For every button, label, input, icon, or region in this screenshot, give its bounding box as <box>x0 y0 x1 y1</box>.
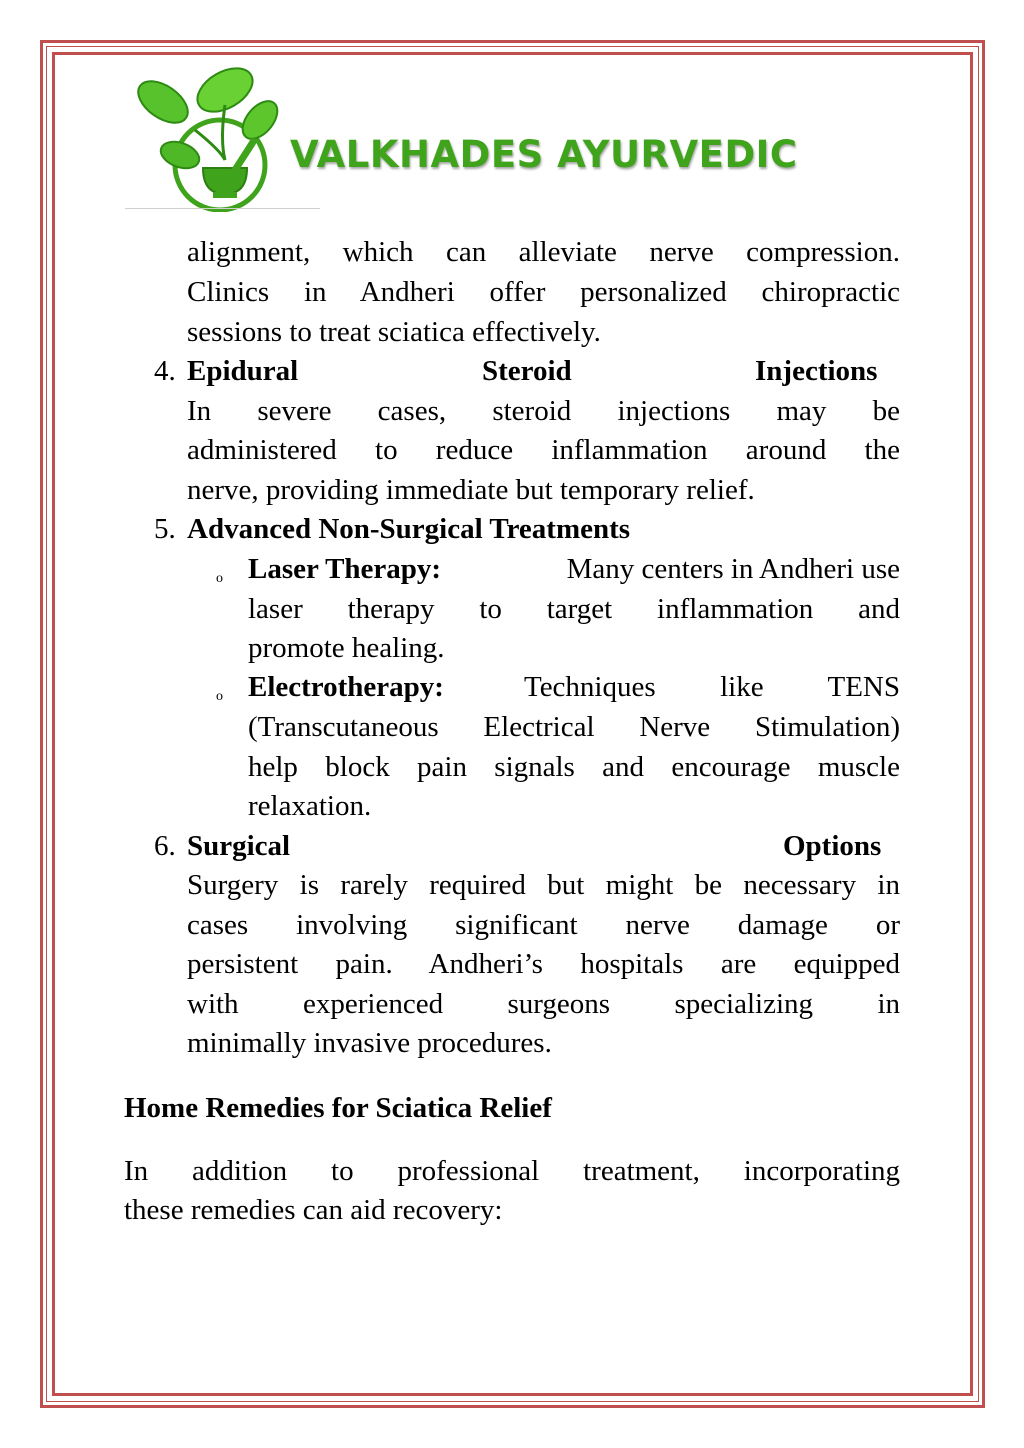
paragraph-line: nerve, providing immediate but temporary relief. <box>187 474 755 506</box>
list-item-title-word: Steroid <box>482 355 572 387</box>
paragraph-line: persistent pain. Andheri’s hospitals are equipped <box>187 948 900 980</box>
paragraph-line: promote healing. <box>248 632 445 664</box>
bullet-icon: o <box>216 689 223 704</box>
list-item-title: Advanced Non-Surgical Treatments <box>187 513 631 545</box>
sub-item-label: Electrotherapy: <box>248 671 444 703</box>
list-number: 5. <box>154 513 176 545</box>
list-item-title-word: Epidural <box>187 355 299 387</box>
paragraph-line: alignment, which can alleviate nerve compression. <box>187 236 900 268</box>
mortar-pestle-leaves-icon <box>125 60 295 212</box>
paragraph-line: minimally invasive procedures. <box>187 1027 552 1059</box>
sub-item-first-line <box>248 550 900 590</box>
brand-name: VALKHADES AYURVEDIC <box>290 133 798 176</box>
list-item-title-word: Options <box>783 830 882 862</box>
sub-item-text: Techniques like TENS <box>524 671 900 703</box>
list-item-title-word: Injections <box>755 355 878 387</box>
paragraph-line: Clinics in Andheri offer personalized chiropractic <box>187 276 900 308</box>
paragraph-line: cases involving significant nerve damage or <box>187 909 900 941</box>
paragraph-line: relaxation. <box>248 790 372 822</box>
paragraph-line: In severe cases, steroid injections may be <box>187 395 900 427</box>
paragraph-line: with experienced surgeons specializing in <box>187 988 900 1020</box>
list-item-title-word: Surgical <box>187 830 291 862</box>
list-number: 4. <box>154 355 176 387</box>
paragraph-line: administered to reduce inflammation around the <box>187 434 900 466</box>
paragraph-line: In addition to professional treatment, incorporating <box>124 1155 900 1187</box>
list-number: 6. <box>154 830 176 862</box>
sub-item-first-line <box>248 668 900 708</box>
paragraph-line: laser therapy to target inflammation and <box>248 593 900 625</box>
section-heading: Home Remedies for Sciatica Relief <box>124 1092 552 1124</box>
paragraph-line: sessions to treat sciatica effectively. <box>187 316 601 348</box>
paragraph-line: these remedies can aid recovery: <box>124 1194 503 1226</box>
logo-divider <box>125 208 320 209</box>
paragraph-line: help block pain signals and encourage muscle <box>248 751 900 783</box>
bullet-icon: o <box>216 571 223 586</box>
paragraph-line: (Transcutaneous Electrical Nerve Stimulation) <box>248 711 900 743</box>
sub-item-label: Laser Therapy: <box>248 553 442 585</box>
paragraph-line: Surgery is rarely required but might be necessary in <box>187 869 900 901</box>
sub-item-text: Many centers in Andheri use <box>566 553 900 585</box>
